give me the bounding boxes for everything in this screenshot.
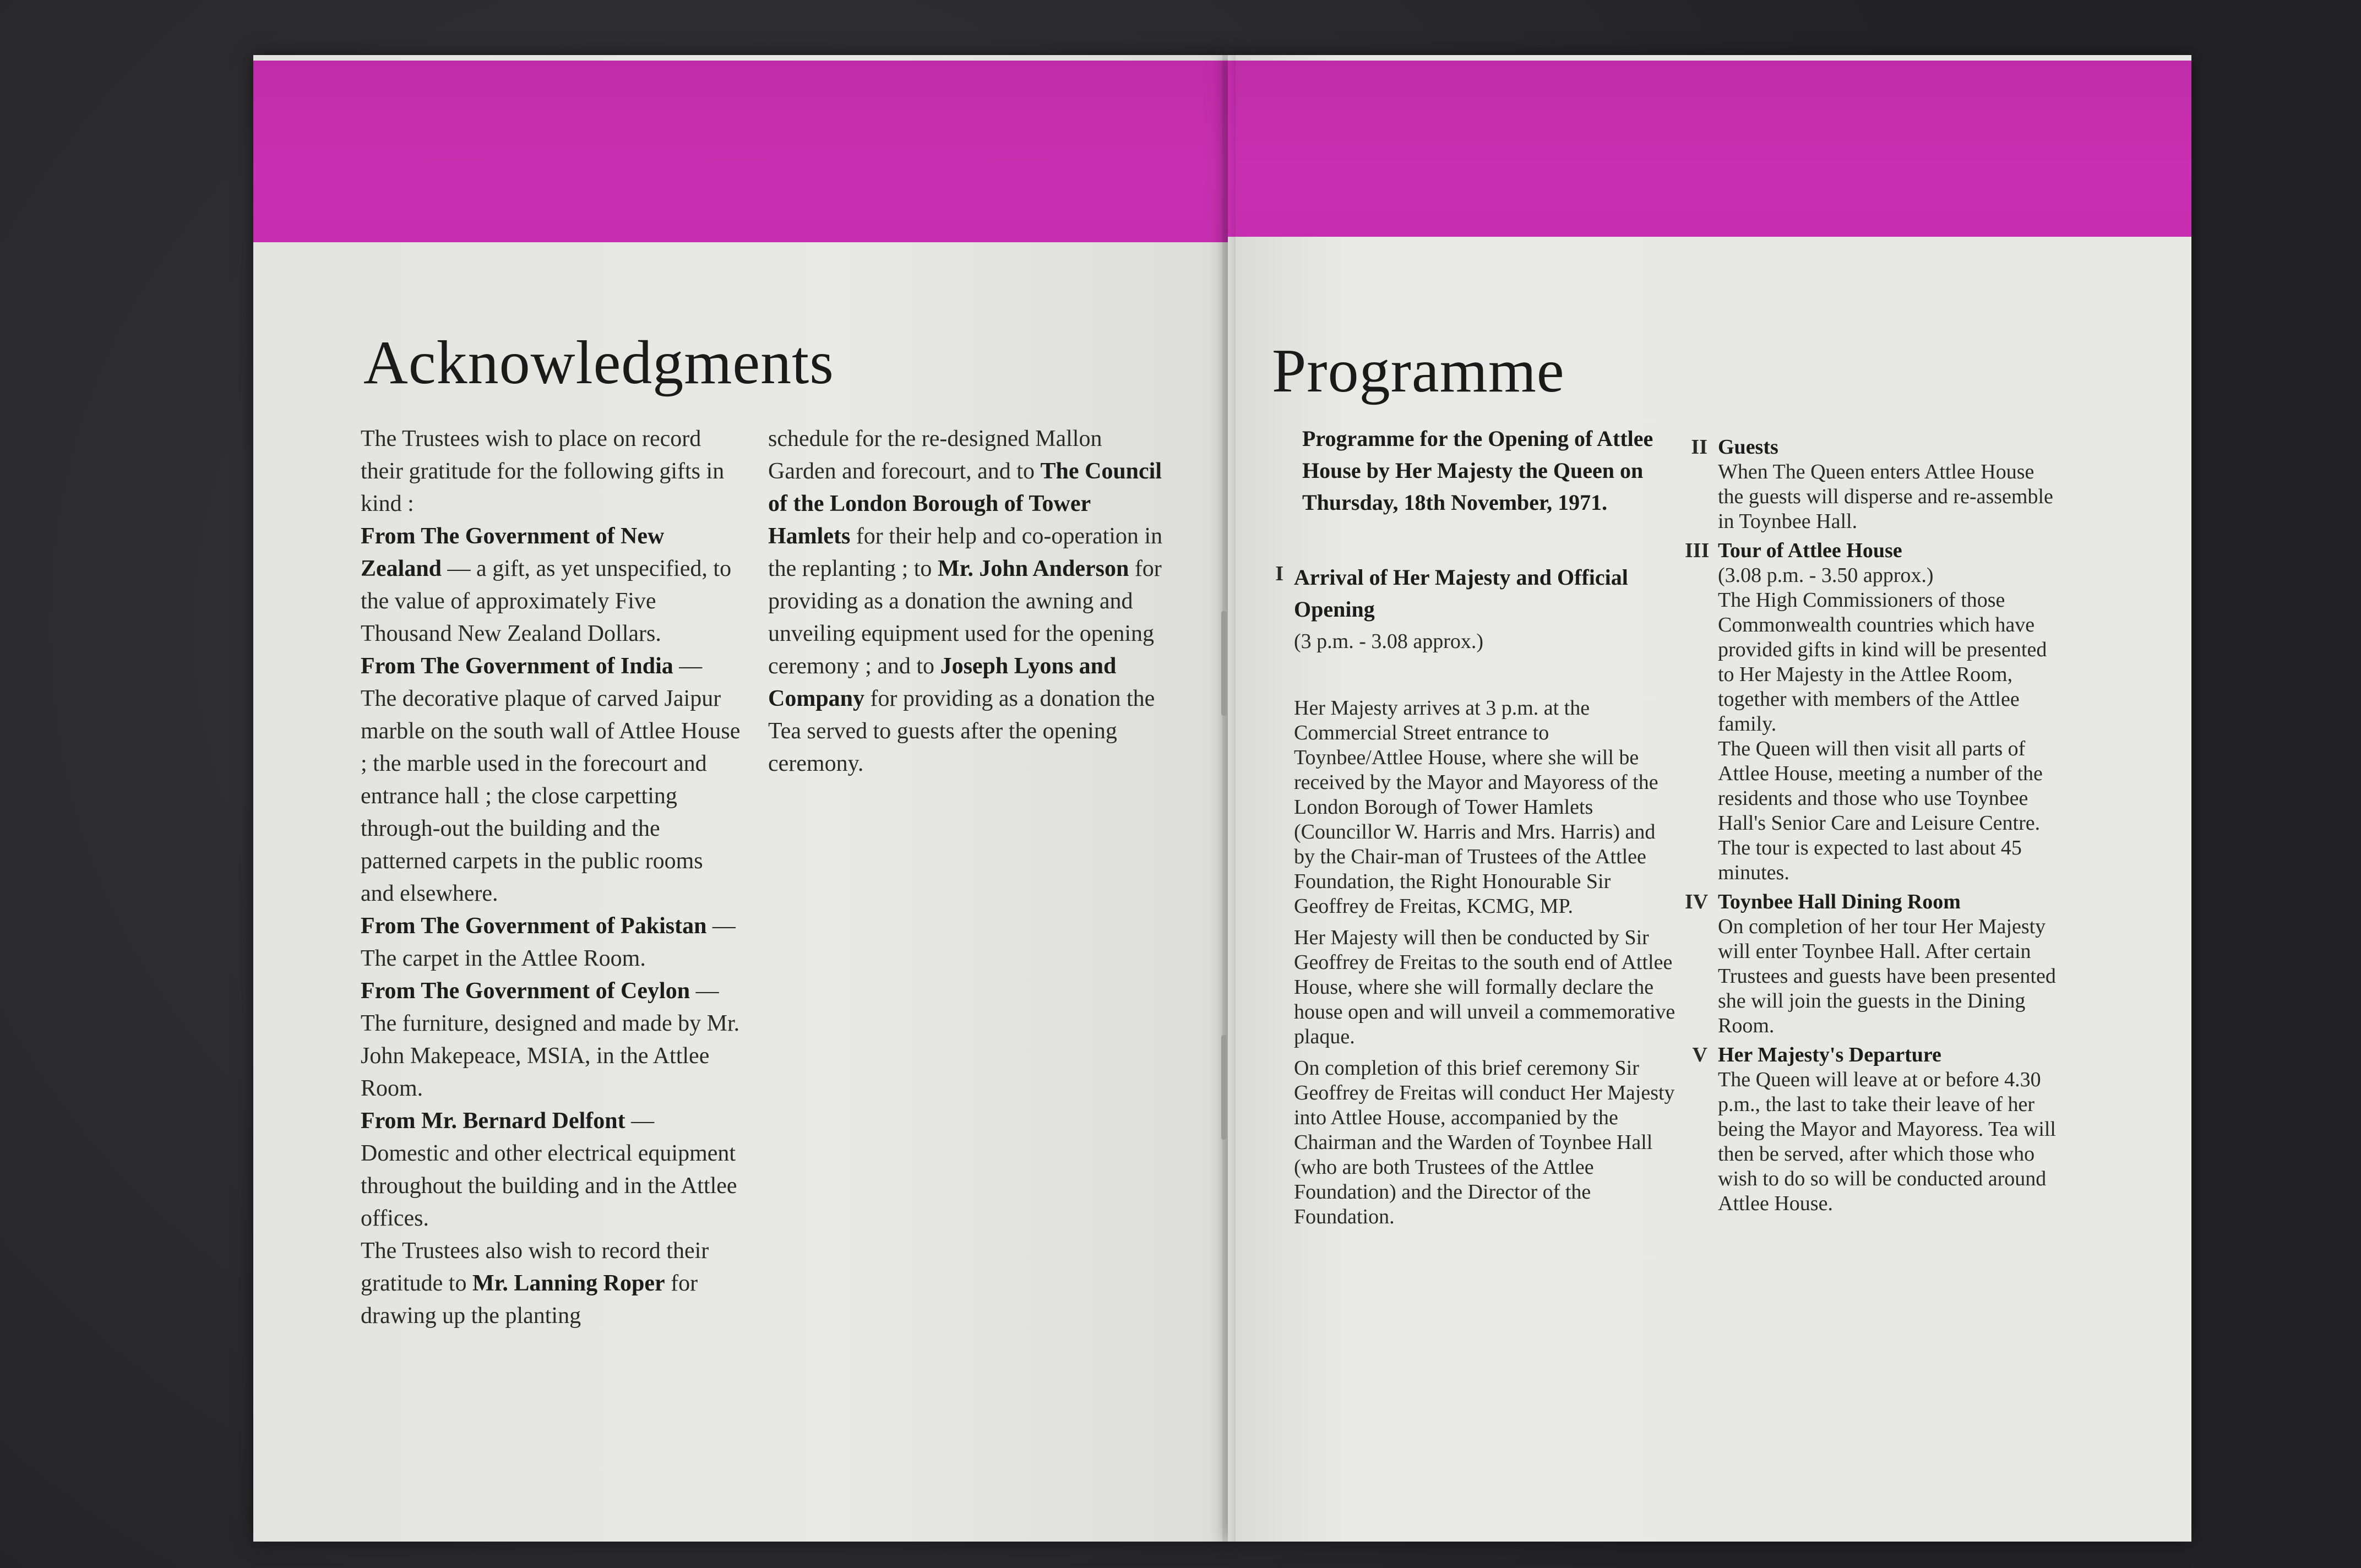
acknowledgment-text: for their help and co-operation in the replanting ; to — [768, 524, 1163, 581]
programme-heading: Programme — [1272, 337, 1565, 405]
section-time: (3.08 p.m. - 3.50 approx.) — [1718, 564, 1934, 587]
donor-name: From Mr. Bernard Delfont — [361, 1108, 625, 1134]
acknowledgment-text: The Trustees also wish to record their gratitude to — [361, 1238, 709, 1296]
acknowledgment-paragraph — [361, 1235, 741, 1332]
donor-name: Mr. John Anderson — [937, 556, 1129, 581]
acknowledgment-paragraph — [361, 650, 741, 910]
acknowledgment-text: for providing as a donation the awning and unveiling equipment used for the opening ceremony ; and to — [768, 556, 1162, 679]
programme-section — [1685, 538, 2065, 885]
acknowledgment-text: — a gift, as yet unspecified, to the value of approximately Five Thousand New Zealand Dollars. — [361, 556, 732, 646]
acknowledgment-text: — The furniture, designed and made by Mr. John Makepeace, MSIA, in the Attlee Room. — [361, 978, 740, 1101]
donor-name: Mr. Lanning Roper — [472, 1271, 665, 1296]
section-title: Her Majesty's Departure — [1718, 1043, 1941, 1066]
section-title: Tour of Attlee House — [1718, 539, 1902, 562]
staple-top — [1221, 611, 1227, 716]
section-paragraph: Her Majesty will then be conducted by Sir Geoffrey de Freitas to the south end of Attlee House, where she will formally declare the house open and will unveil a commemorative plaque. — [1294, 926, 1675, 1048]
section-paragraph: The Queen will leave at or before 4.30 p.m., the last to take their leave of her being the Mayor and Mayoress. Tea will then be served, after which those who wish to do so will be conducted around Attlee House. — [1718, 1068, 2056, 1215]
acknowledgment-text: schedule for the re-designed Mallon Garden and forecourt, and to — [768, 426, 1102, 484]
acknowledgment-paragraph — [361, 910, 741, 975]
donor-name: From The Government of Ceylon — [361, 978, 690, 1004]
programme-section — [1685, 1043, 2065, 1216]
section-paragraph: On completion of this brief ceremony Sir Geoffrey de Freitas will conduct Her Majesty into Attlee House, accompanied by the Chairman and the Warden of Toynbee Hall (who are both Trustees of the Attlee Foundation) and the Director of the Foundation. — [1294, 1057, 1675, 1228]
section-paragraph: Her Majesty arrives at 3 p.m. at the Commercial Street entrance to Toynbee/Attlee House, where she will be received by the Mayor and Mayoress of the London Borough of Tower Hamlets (Councillor W. Harris and Mrs. Harris) and by the Chair-man of Trustees of the Attlee Foundation, the Right Honourable Sir Geoffrey de Freitas, KCMG, MP. — [1294, 696, 1658, 918]
acknowledgment-paragraph — [768, 423, 1165, 780]
donor-name: Joseph Lyons and Company — [768, 654, 1117, 711]
booklet — [253, 55, 2191, 1542]
acknowledgment-text: for providing as a donation the Tea served to guests after the opening ceremony. — [768, 686, 1155, 776]
programme-column-1 — [1261, 562, 1679, 1229]
acknowledgment-text: — Domestic and other electrical equipment throughout the building and in the Attlee offices. — [361, 1108, 737, 1231]
donor-name: From The Government of New Zealand — [361, 524, 665, 581]
acknowledgment-paragraph — [361, 1105, 741, 1235]
donor-name: From The Government of India — [361, 654, 673, 679]
section-number: IV — [1685, 890, 1709, 913]
acknowledgment-paragraph — [361, 975, 741, 1105]
acknowledgments-column-2 — [768, 423, 1165, 780]
programme-column-2 — [1685, 435, 2065, 1221]
section-number: II — [1691, 435, 1707, 459]
section-paragraph: The Queen will then visit all parts of Attlee House, meeting a number of the residents and those who use Toynbee Hall's Senior Care and Leisure Centre. The tour is expected to last about 45 minutes. — [1718, 737, 2043, 884]
right-page — [1228, 55, 2191, 1542]
acknowledgments-heading: Acknowledgments — [363, 329, 834, 397]
programme-intro: Programme for the Opening of Attlee House by Her Majesty the Queen on Thursday, 18th November, 1971. — [1302, 426, 1653, 515]
section-time: (3 p.m. - 3.08 approx.) — [1294, 630, 1484, 653]
section-number: III — [1685, 539, 1710, 562]
section-title: Toynbee Hall Dining Room — [1718, 890, 1961, 913]
acknowledgment-text: The Trustees wish to place on record their gratitude for the following gifts in kind : — [361, 426, 725, 516]
acknowledgment-paragraph — [361, 520, 741, 650]
programme-section — [1261, 562, 1679, 1229]
section-title: Arrival of Her Majesty and Official Opening — [1294, 565, 1628, 622]
section-title: Guests — [1718, 435, 1778, 459]
staple-bottom — [1221, 1035, 1227, 1140]
spine — [1222, 55, 1236, 1542]
magenta-band — [253, 61, 1228, 242]
magenta-band — [1228, 61, 2191, 237]
left-page — [253, 55, 1228, 1542]
section-number: V — [1692, 1043, 1707, 1066]
acknowledgment-paragraph — [361, 423, 741, 520]
acknowledgment-text: — The carpet in the Attlee Room. — [361, 913, 736, 971]
section-number: I — [1275, 562, 1283, 585]
section-paragraph: The High Commissioners of those Commonwealth countries which have provided gifts in kind will be presented to Her Majesty in the Attlee Room, together with members of the Attlee family. — [1718, 589, 2047, 736]
acknowledgment-text: — The decorative plaque of carved Jaipur marble on the south wall of Attlee House ; the marble used in the forecourt and entrance hall ; the close carpetting through-out the building and the patterned carpets in the public rooms and elsewhere. — [361, 654, 741, 906]
acknowledgments-column-1 — [361, 423, 741, 1332]
programme-section — [1685, 435, 2065, 534]
acknowledgment-text: for drawing up the planting — [361, 1271, 698, 1329]
donor-name: The Council of the London Borough of Tower Hamlets — [768, 459, 1162, 549]
donor-name: From The Government of Pakistan — [361, 913, 707, 939]
section-paragraph: On completion of her tour Her Majesty will enter Toynbee Hall. After certain Trustees and guests have been presented she will join the guests in the Dining Room. — [1718, 915, 2056, 1037]
section-paragraph: When The Queen enters Attlee House the guests will disperse and re-assemble in Toynbee Hall. — [1718, 460, 2053, 533]
programme-section — [1685, 890, 2065, 1038]
